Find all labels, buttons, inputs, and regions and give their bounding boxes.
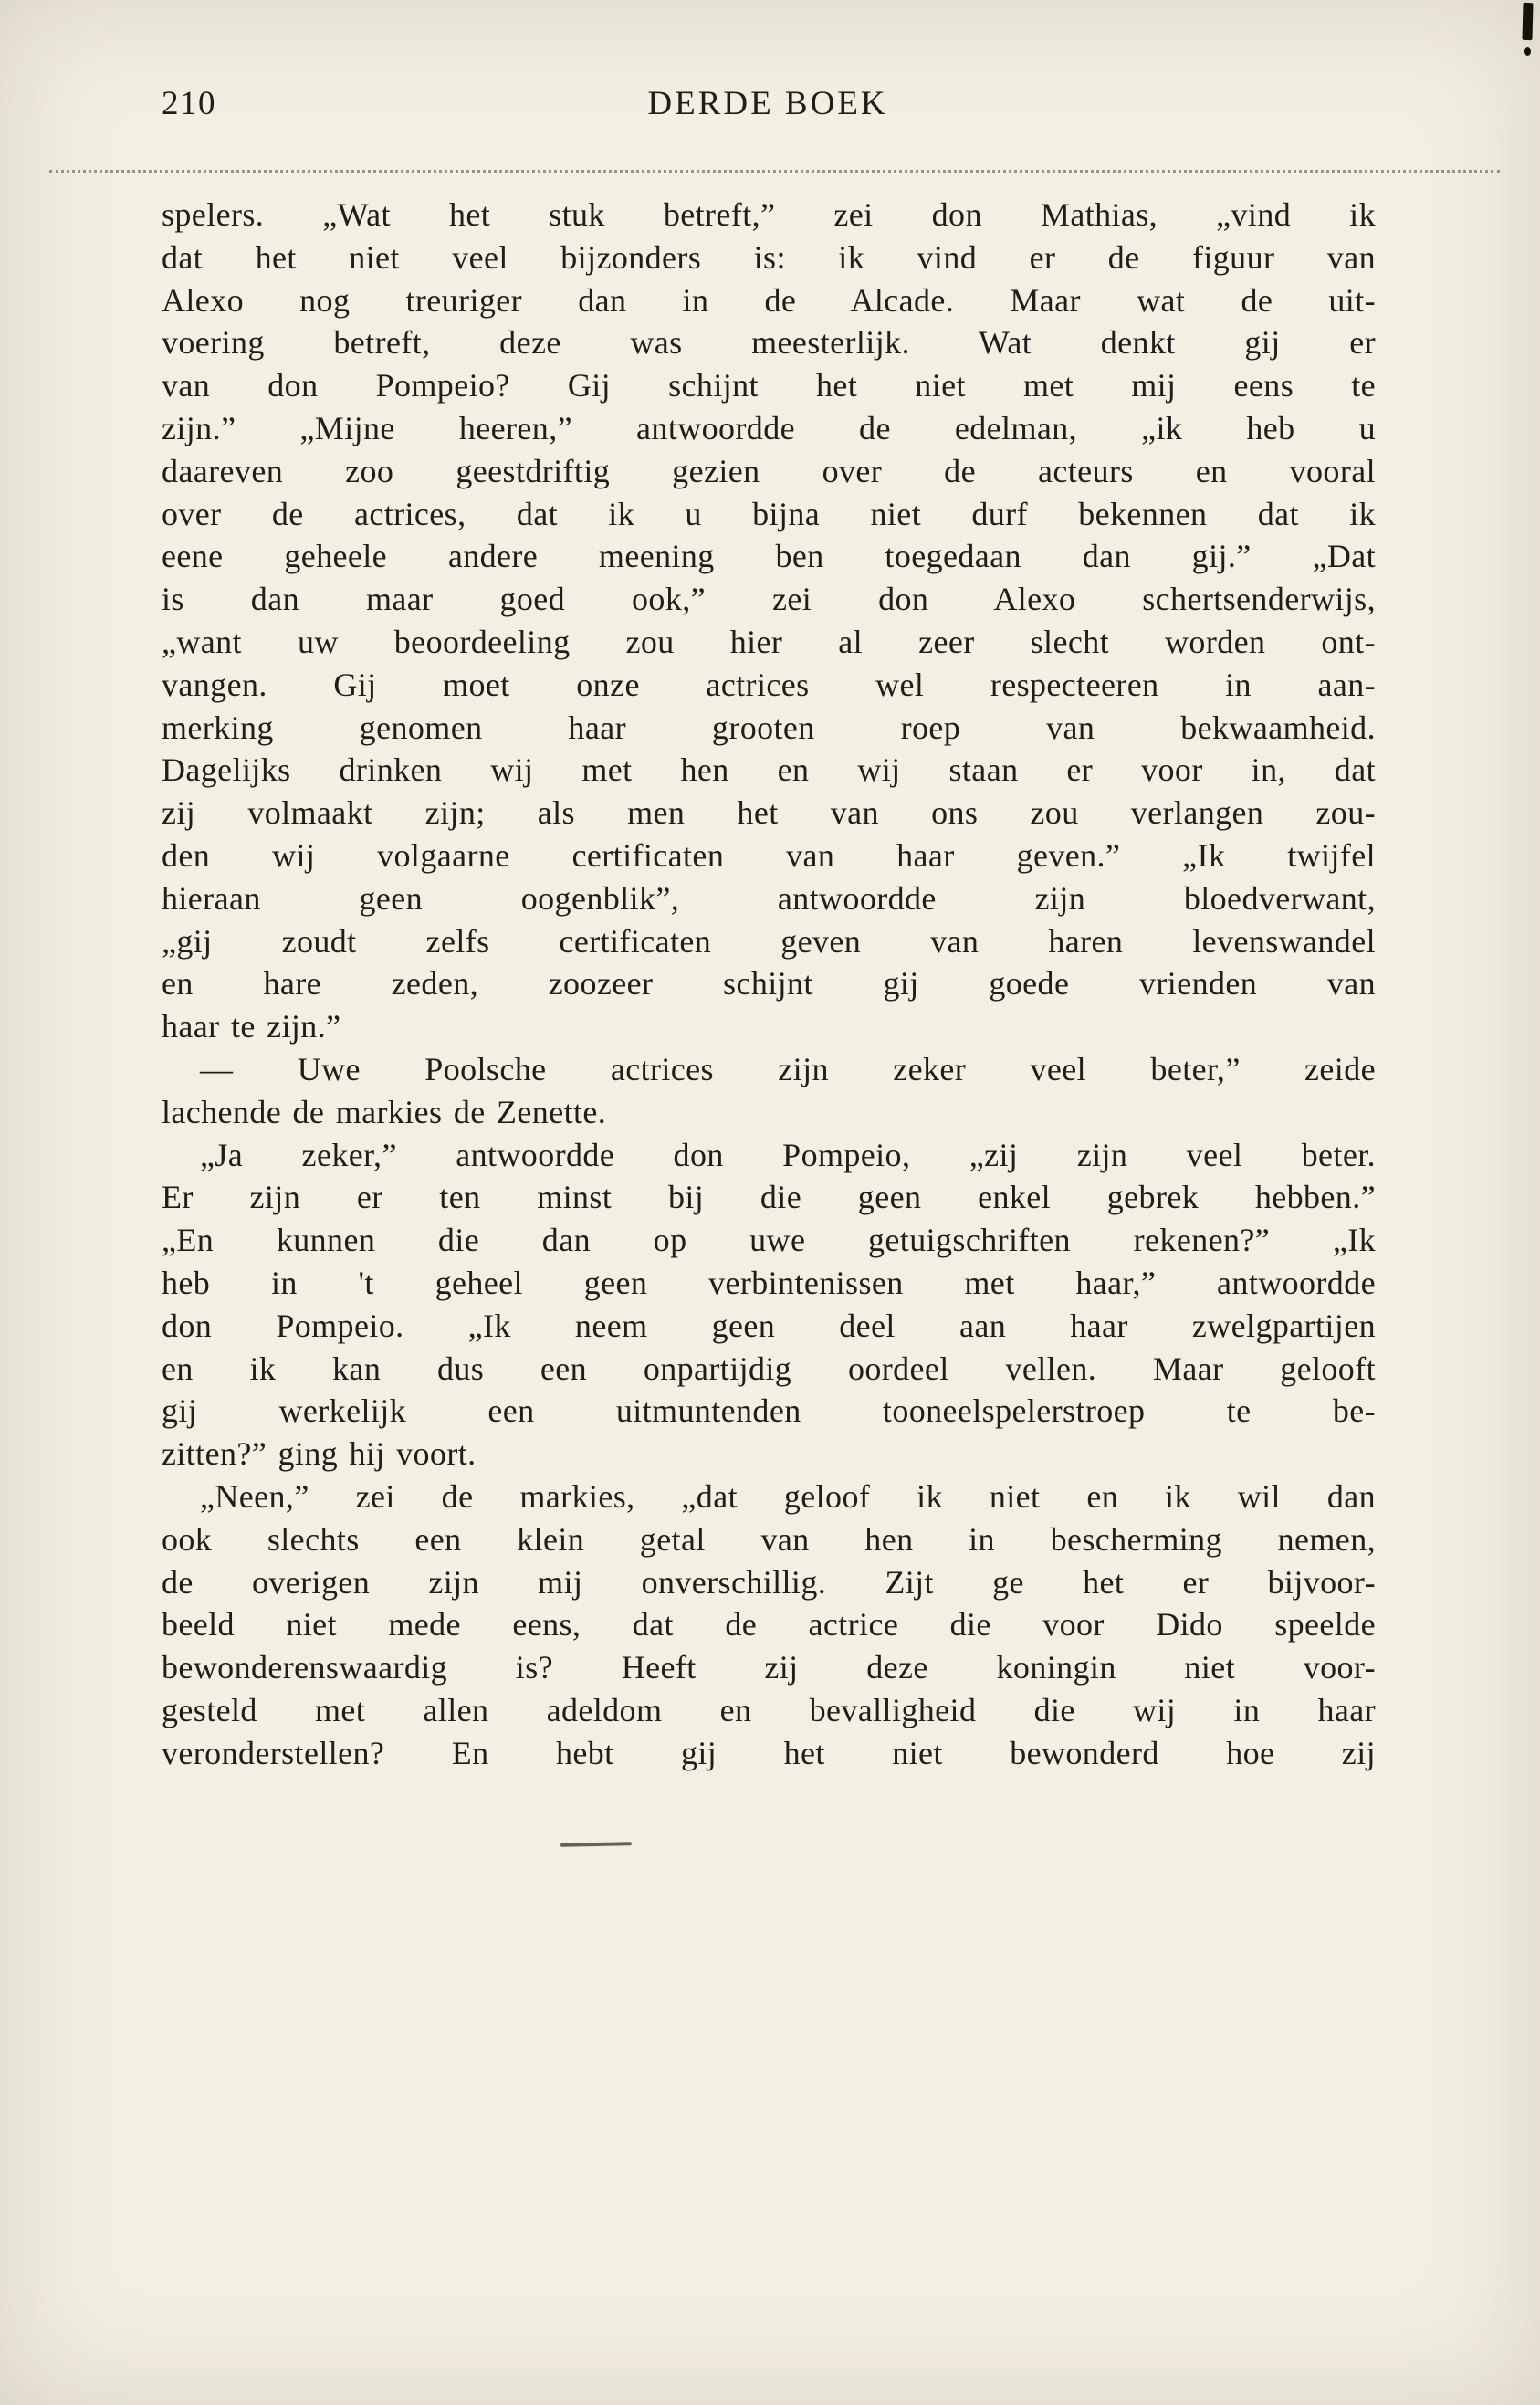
text-line: merking genomen haar grooten roep van bekwaamheid. (162, 709, 1376, 746)
text-line: eene geheele andere meening ben toegedaan dan gij.” „Dat (162, 538, 1376, 575)
text-line: gesteld met allen adeldom en bevalligheid die wij in haar (162, 1691, 1376, 1728)
paragraph (162, 1134, 1376, 1476)
text-line: Dagelijks drinken wij met hen en wij staan er voor in, dat (162, 751, 1376, 789)
text-line: — Uwe Poolsche actrices zijn zeker veel beter,” zeide (200, 1050, 1376, 1087)
text-line: spelers. „Wat het stuk betreft,” zei don Mathias, „vind ik (162, 196, 1376, 233)
text-line: heb in 't geheel geen verbintenissen met haar,” antwoordde (162, 1264, 1376, 1301)
ink-smudge-top-right (1522, 3, 1533, 40)
paragraph (162, 1048, 1376, 1134)
text-line: dat het niet veel bijzonders is: ik vind er de figuur van (162, 238, 1376, 276)
text-line: Er zijn er ten minst bij die geen enkel gebrek hebben.” (162, 1179, 1376, 1216)
page-body (162, 194, 1376, 1774)
text-line: de overigen zijn mij onverschillig. Zijt ge het er bijvoor- (162, 1563, 1376, 1601)
page-number: 210 (162, 85, 216, 122)
text-line: hieraan geen oogenblik”, antwoordde zijn bloedverwant, (162, 879, 1376, 917)
text-line: „gij zoudt zelfs certificaten geven van haren levenswandel (162, 922, 1376, 960)
text-line: „want uw beoordeeling zou hier al zeer slecht worden ont- (162, 623, 1376, 660)
text-line: voering betreft, deze was meesterlijk. Wat denkt gij er (162, 324, 1376, 362)
text-line: zijn.” „Mijne heeren,” antwoordde de edelman, „ik heb u (162, 409, 1376, 446)
text-line: don Pompeio. „Ik neem geen deel aan haar zwelgpartijen (162, 1307, 1376, 1344)
text-line: zij volmaakt zijn; als men het van ons zou verlangen zou- (162, 794, 1376, 832)
page-header (162, 84, 1374, 128)
text-line: van don Pompeio? Gij schijnt het niet met mij eens te (162, 367, 1376, 404)
text-line: daareven zoo geestdriftig gezien over de acteurs en vooral (162, 452, 1376, 489)
text-line: Alexo nog treuriger dan in de Alcade. Maar wat de uit- (162, 281, 1376, 319)
text-line: en hare zeden, zoozeer schijnt gij goede vrienden van (162, 965, 1376, 1003)
text-line: „Neen,” zei de markies, „dat geloof ik niet en ik wil dan (200, 1477, 1376, 1515)
text-line: is dan maar goed ook,” zei don Alexo schertsenderwijs, (162, 581, 1376, 618)
text-line: ook slechts een klein getal van hen in bescherming nemen, (162, 1520, 1376, 1558)
text-line: den wij volgaarne certificaten van haar geven.” „Ik twijfel (162, 836, 1376, 874)
text-line: zitten?” ging hij voort. (162, 1435, 477, 1473)
text-line: gij werkelijk een uitmuntenden tooneelspelerstroep te be- (162, 1392, 1376, 1430)
text-line: en ik kan dus een onpartijdig oordeel vellen. Maar gelooft (162, 1350, 1376, 1387)
text-line: „Ja zeker,” antwoordde don Pompeio, „zij zijn veel beter. (200, 1136, 1376, 1173)
ink-mark-bottom (560, 1842, 632, 1847)
ink-dot-top-right (1524, 47, 1531, 56)
text-line: bewonderenswaardig is? Heeft zij deze koningin niet voor- (162, 1649, 1376, 1686)
text-line: lachende de markies de Zenette. (162, 1093, 607, 1130)
text-line: vangen. Gij moet onze actrices wel respecteeren in aan- (162, 666, 1376, 703)
text-line: haar te zijn.” (162, 1008, 341, 1045)
running-head-title: DERDE BOEK (647, 85, 888, 122)
header-rule (49, 170, 1500, 173)
text-line: beeld niet mede eens, dat de actrice die voor Dido speelde (162, 1606, 1376, 1644)
text-line: over de actrices, dat ik u bijna niet durf bekennen dat ik (162, 495, 1376, 532)
paragraph (162, 1476, 1376, 1775)
text-line: veronderstellen? En hebt gij het niet bewonderd hoe zij (162, 1734, 1376, 1771)
paragraph (162, 194, 1376, 1048)
text-line: „En kunnen die dan op uwe getuigschriften rekenen?” „Ik (162, 1222, 1376, 1259)
